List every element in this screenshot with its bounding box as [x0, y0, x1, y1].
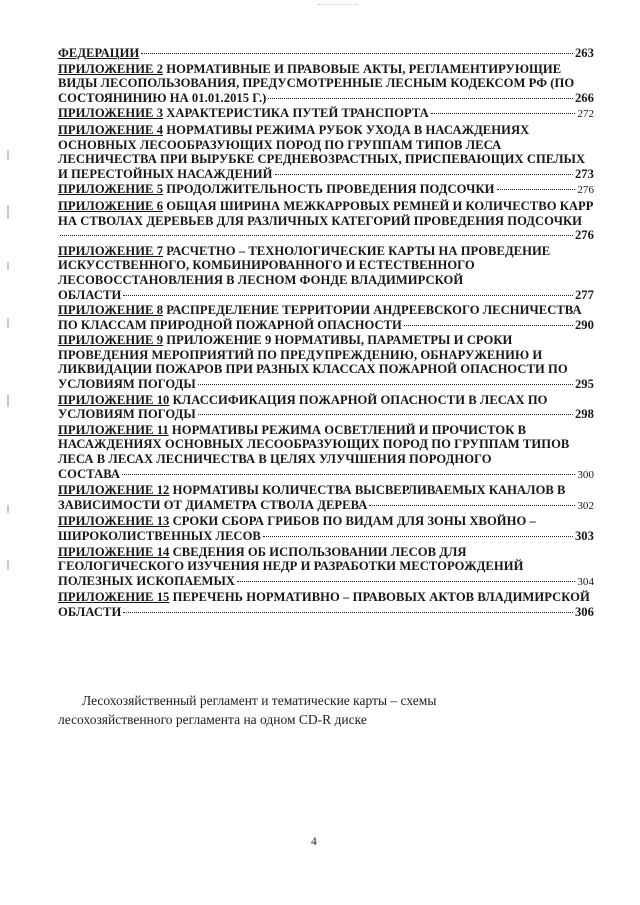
toc-entry-final-text: ОБЛАСТИ	[58, 604, 122, 619]
toc-entry-line	[58, 333, 594, 348]
table-of-contents	[58, 46, 594, 621]
toc-entry-line	[58, 483, 594, 498]
toc-entry-text: СВЕДЕНИЯ ОБ ИСПОЛЬЗОВАНИИ ЛЕСОВ ДЛЯ	[172, 544, 467, 559]
appendix-link[interactable]: ПРИЛОЖЕНИЕ 9	[58, 333, 164, 348]
toc-entry-last-line	[58, 574, 594, 590]
toc-page-number: 306	[574, 604, 594, 619]
toc-entry-last-line	[58, 377, 594, 392]
toc-page-number: 302	[577, 499, 594, 512]
footnote-line-2: лесохозяйственного регламента на одном CD-R диске	[58, 711, 367, 727]
toc-page-number: 276	[574, 228, 594, 243]
toc-entry-last-line	[58, 467, 594, 483]
toc-page-number: 277	[574, 287, 594, 302]
toc-entry-last-line	[58, 318, 594, 333]
dot-leader	[123, 295, 573, 296]
toc-entry[interactable]	[58, 46, 594, 61]
toc-entry-last-line	[58, 106, 594, 122]
toc-entry-text: ГЕОЛОГИЧЕСКОГО ИЗУЧЕНИЯ НЕДР И РАЗРАБОТКИ МЕСТОРОЖДЕНИЙ	[58, 559, 524, 574]
toc-entry-last-line	[58, 529, 594, 544]
toc-entry-line	[58, 123, 594, 138]
toc-entry-line	[58, 62, 594, 77]
dot-leader	[268, 98, 573, 99]
appendix-link[interactable]: ПРИЛОЖЕНИЕ 8	[58, 303, 164, 318]
toc-entry-last-line	[58, 46, 594, 61]
toc-entry-final-text: ПО КЛАССАМ ПРИРОДНОЙ ПОЖАРНОЙ ОПАСНОСТИ	[58, 317, 402, 332]
toc-entry[interactable]	[58, 199, 594, 243]
toc-entry-text	[58, 574, 235, 589]
toc-entry-line	[58, 514, 594, 529]
toc-entry-last-line	[58, 228, 594, 243]
toc-entry-text: ПРОВЕДЕНИЯ МЕРОПРИЯТИЙ ПО ПРЕДУПРЕЖДЕНИЮ, ОБНАРУЖЕНИЮ И	[58, 347, 543, 362]
toc-entry[interactable]	[58, 244, 594, 302]
appendix-link[interactable]: ПРИЛОЖЕНИЕ 11	[58, 422, 169, 437]
appendix-link[interactable]: ПРИЛОЖЕНИЕ 12	[58, 483, 170, 498]
appendix-link[interactable]: ПРИЛОЖЕНИЕ 2	[58, 61, 164, 76]
dot-leader	[141, 53, 573, 54]
toc-entry-line	[58, 76, 594, 91]
toc-entry-text: ЛЕСНИЧЕСТВА ПРИ ВЫРУБКЕ СРЕДНЕВОЗРАСТНЫХ, ПРИСПЕВАЮЩИХ СПЕЛЫХ	[58, 152, 586, 167]
toc-entry-line	[58, 590, 594, 605]
toc-entry-line	[58, 348, 594, 363]
toc-entry[interactable]	[58, 333, 594, 391]
toc-entry-line	[58, 273, 594, 288]
toc-page-number: 300	[577, 468, 594, 481]
appendix-link[interactable]: ПРИЛОЖЕНИЕ 10	[58, 392, 170, 407]
toc-entry-line	[58, 545, 594, 560]
scan-artifact-left	[7, 560, 9, 570]
toc-entry-final-text: ХАРАКТЕРИСТИКА ПУТЕЙ ТРАНСПОРТА	[166, 106, 429, 121]
scan-artifact-left	[7, 150, 9, 160]
toc-entry-text	[58, 91, 266, 106]
dot-leader	[275, 174, 573, 175]
toc-entry-text: НОРМАТИВЫ РЕЖИМА ОСВЕТЛЕНИЙ И ПРОЧИСТОК В	[171, 422, 527, 437]
toc-entry[interactable]	[58, 123, 594, 181]
dot-leader	[404, 325, 573, 326]
toc-entry-text	[58, 288, 121, 303]
toc-entry-final-text: СОСТОЯНИНИЮ НА 01.01.2015 Г.)	[58, 90, 267, 105]
toc-page-number: 272	[577, 108, 594, 121]
toc-entry-last-line	[58, 605, 594, 620]
toc-entry-text: НОРМАТИВНЫЕ И ПРАВОВЫЕ АКТЫ, РЕГЛАМЕНТИРУЮЩИЕ	[166, 61, 562, 76]
toc-entry-text: ЛИКВИДАЦИИ ПОЖАРОВ ПРИ РАЗНЫХ КЛАССАХ ПОЖАРНОЙ ОПАСНОСТИ ПО	[58, 362, 568, 377]
toc-entry[interactable]	[58, 423, 594, 482]
toc-page-number: 298	[574, 407, 594, 422]
toc-entry-line	[58, 199, 594, 214]
toc-entry-text	[58, 167, 273, 182]
dot-leader	[198, 414, 573, 415]
toc-entry-final-text: УСЛОВИЯМ ПОГОДЫ	[58, 407, 196, 422]
toc-entry-text: ВИДЫ ЛЕСОПОЛЬЗОВАНИЯ, ПРЕДУСМОТРЕННЫЕ ЛЕСНЫМ КОДЕКСОМ РФ (ПО	[58, 76, 575, 91]
toc-entry-text: ОСНОВНЫХ ЛЕСООБРАЗУЮЩИХ ПОРОД ПО ГРУППАМ ТИПОВ ЛЕСА	[58, 137, 502, 152]
toc-page-number: 304	[577, 575, 594, 588]
toc-entry-text: НОРМАТИВЫ КОЛИЧЕСТВА ВЫСВЕРЛИВАЕМЫХ КАНАЛОВ В	[172, 483, 566, 498]
appendix-link[interactable]: ПРИЛОЖЕНИЕ 3	[58, 106, 164, 121]
toc-entry-line	[58, 362, 594, 377]
toc-entry-text: СРОКИ СБОРА ГРИБОВ ПО ВИДАМ ДЛЯ ЗОНЫ ХВОЙНО –	[172, 514, 536, 529]
toc-entry-final-text: СОСТАВА	[58, 466, 121, 481]
scan-artifact-left	[7, 262, 9, 270]
toc-entry-text	[58, 106, 429, 121]
toc-entry-text	[58, 498, 367, 513]
toc-entry-text	[58, 318, 402, 333]
toc-entry-final-text: ПРОДОЛЖИТЕЛЬНОСТЬ ПРОВЕДЕНИЯ ПОДСОЧКИ	[166, 182, 495, 197]
footnote-line-1: Лесохозяйственный регламент и тематические карты – схемы	[82, 693, 437, 708]
toc-entry-line	[58, 559, 594, 574]
toc-entry[interactable]	[58, 182, 594, 198]
appendix-link[interactable]: ПРИЛОЖЕНИЕ 5	[58, 182, 164, 197]
toc-entry-last-line	[58, 407, 594, 422]
toc-page-number: 273	[574, 166, 594, 181]
toc-entry-final-text: ОБЛАСТИ	[58, 287, 122, 302]
toc-entry-text: ИСКУССТВЕННОГО, КОМБИНИРОВАННОГО И ЕСТЕСТВЕННОГО	[58, 258, 475, 273]
toc-entry-text	[58, 529, 261, 544]
toc-entry[interactable]	[58, 483, 594, 513]
toc-entry[interactable]	[58, 303, 594, 332]
toc-entry[interactable]	[58, 590, 594, 619]
scan-artifact-left	[7, 505, 9, 513]
appendix-link[interactable]: ПРИЛОЖЕНИЕ 6	[58, 198, 164, 213]
toc-page-number: 295	[574, 377, 594, 392]
toc-entry-text: ПЕРЕЧЕНЬ НОРМАТИВНО – ПРАВОВЫХ АКТОВ ВЛАДИМИРСКОЙ	[172, 590, 590, 605]
toc-entry-text	[58, 182, 495, 197]
toc-page-number: 266	[574, 90, 594, 105]
toc-page-number: 276	[577, 184, 594, 197]
toc-entry-text: НА СТВОЛАХ ДЕРЕВЬЕВ ДЛЯ РАЗЛИЧНЫХ КАТЕГОРИЙ ПРОВЕДЕНИЯ ПОДСОЧКИ	[58, 213, 583, 228]
toc-entry-final-text: ПОЛЕЗНЫХ ИСКОПАЕМЫХ	[58, 573, 236, 588]
toc-entry[interactable]	[58, 514, 594, 543]
toc-entry-line	[58, 152, 594, 167]
toc-entry[interactable]	[58, 545, 594, 590]
toc-entry-final-text: УСЛОВИЯМ ПОГОДЫ	[58, 377, 196, 392]
appendix-link[interactable]: ПРИЛОЖЕНИЕ 14	[58, 544, 170, 559]
toc-entry-text	[58, 407, 196, 422]
toc-entry-text: КЛАССИФИКАЦИЯ ПОЖАРНОЙ ОПАСНОСТИ В ЛЕСАХ ПО	[172, 392, 548, 407]
toc-entry[interactable]	[58, 393, 594, 422]
toc-entry-line	[58, 303, 594, 318]
toc-entry-text: ЛЕСА В ЛЕСАХ ЛЕСНИЧЕСТВА В ЦЕЛЯХ УЛУЧШЕНИЯ ПОРОДНОГО	[58, 452, 492, 467]
toc-entry-text	[58, 605, 121, 620]
scan-artifact-left	[7, 395, 9, 407]
footnote-cd-note	[58, 692, 578, 729]
toc-entry-line	[58, 452, 594, 467]
toc-entry-text: НОРМАТИВЫ РЕЖИМА РУБОК УХОДА В НАСАЖДЕНИЯХ	[166, 122, 530, 137]
toc-entry-line	[58, 214, 594, 229]
dot-leader	[237, 581, 575, 582]
dot-leader	[431, 113, 576, 114]
toc-entry-text: ПРИЛОЖЕНИЕ 9 НОРМАТИВЫ, ПАРАМЕТРЫ И СРОКИ	[166, 333, 513, 348]
dot-leader	[122, 474, 575, 475]
toc-entry-line	[58, 244, 594, 259]
appendix-link[interactable]: ПРИЛОЖЕНИЕ 7	[58, 243, 164, 258]
toc-entry-line	[58, 393, 594, 408]
toc-entry-final-text: ШИРОКОЛИСТВЕННЫХ ЛЕСОВ	[58, 529, 261, 543]
toc-entry-last-line	[58, 288, 594, 303]
dot-leader	[198, 384, 573, 385]
toc-page-number: 290	[574, 317, 594, 332]
dot-leader	[123, 612, 573, 613]
toc-page-number: 263	[574, 46, 594, 60]
toc-entry-text: РАСЧЕТНО – ТЕХНОЛОГИЧЕСКИЕ КАРТЫ НА ПРОВЕДЕНИЕ	[166, 243, 551, 258]
toc-entry-last-line	[58, 91, 594, 106]
toc-entry-text: ЛЕСОВОССТАНОВЛЕНИЯ В ЛЕСНОМ ФОНДЕ ВЛАДИМИРСКОЙ	[58, 272, 464, 287]
dot-leader	[369, 505, 575, 506]
appendix-link[interactable]: ПРИЛОЖЕНИЕ 4	[58, 122, 164, 137]
toc-entry-text	[58, 377, 196, 392]
toc-entry-text	[58, 46, 139, 61]
toc-entry-line	[58, 437, 594, 452]
appendix-link[interactable]: ПРИЛОЖЕНИЕ 13	[58, 514, 170, 529]
toc-entry-last-line	[58, 498, 594, 514]
toc-entry-text: НАСАЖДЕНИЯХ ОСНОВНЫХ ЛЕСООБРАЗУЮЩИХ ПОРОД ПО ГРУППАМ ТИПОВ	[58, 437, 570, 452]
toc-entry-text: РАСПРЕДЕЛЕНИЕ ТЕРРИТОРИИ АНДРЕЕВСКОГО ЛЕСНИЧЕСТВА	[166, 303, 582, 318]
dot-leader	[497, 189, 576, 190]
toc-entry-text: ОБЩАЯ ШИРИНА МЕЖКАРРОВЫХ РЕМНЕЙ И КОЛИЧЕСТВО КАРР	[166, 198, 594, 213]
toc-entry-line	[58, 258, 594, 273]
toc-entry-last-line	[58, 167, 594, 182]
page-number: 4	[311, 836, 317, 848]
toc-entry-line	[58, 423, 594, 438]
toc-entry[interactable]	[58, 106, 594, 122]
toc-entry-final-text: ФЕДЕРАЦИИ	[58, 46, 140, 60]
dot-leader	[60, 235, 573, 236]
toc-entry-last-line	[58, 182, 594, 198]
toc-entry-final-text: И ПЕРЕСТОЙНЫХ НАСАЖДЕНИЙ	[58, 166, 273, 181]
dot-leader	[263, 536, 573, 537]
scan-artifact-left	[7, 318, 9, 328]
toc-page-number: 303	[574, 529, 594, 543]
toc-entry-line	[58, 138, 594, 153]
appendix-link[interactable]: ПРИЛОЖЕНИЕ 15	[58, 590, 170, 605]
scan-artifact-left	[7, 205, 9, 219]
toc-entry[interactable]	[58, 62, 594, 106]
toc-entry-text	[58, 467, 120, 482]
toc-entry-final-text: ЗАВИСИМОСТИ ОТ ДИАМЕТРА СТВОЛА ДЕРЕВА	[58, 497, 368, 512]
scan-artifact-top	[318, 0, 358, 5]
